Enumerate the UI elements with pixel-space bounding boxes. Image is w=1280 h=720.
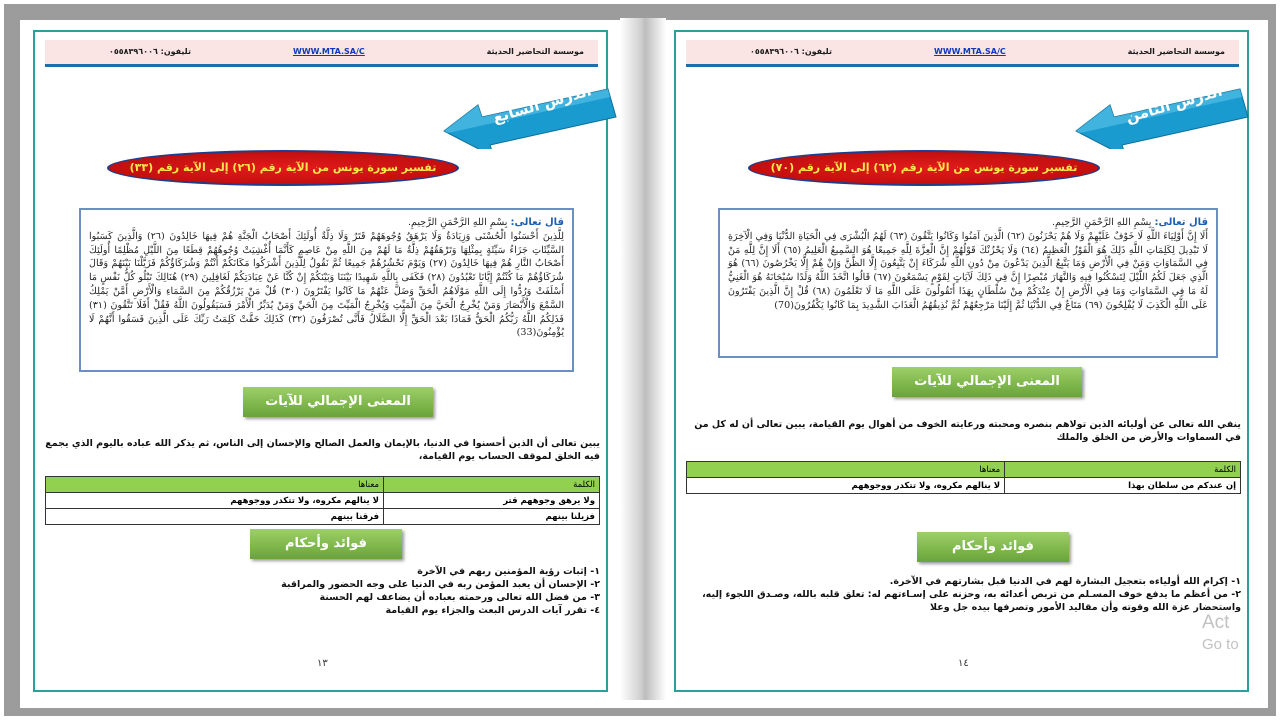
lesson-title: الدرس الثامن: [1123, 81, 1225, 127]
verses-text: أَلَا إِنَّ أَوْلِيَاءَ اللَّهِ لَا خَوْفٌ عَلَيْهِمْ وَلَا هُمْ يَحْزَنُونَ (٦٢) الَّذِينَ آمَنُوا وَكَانُوا يَتَّقُونَ (٦٣) لَهُمُ الْبُشْرَى فِي الْحَيَاةِ الدُّنْيَا وَفِي الْآخِرَةِ لَا تَبْدِيلَ لِكَلِمَاتِ اللَّهِ ذَلِكَ هُوَ الْفَوْزُ الْعَظِيمُ (٦٤) وَلَا يَحْزُنْكَ قَوْلُهُمْ إِنَّ الْعِزَّةَ لِلَّهِ جَمِيعًا هُوَ السَّمِيعُ الْعَلِيمُ (٦٥) أَلَا إِنَّ لِلَّهِ مَنْ فِي السَّمَاوَاتِ وَمَنْ فِي الْأَرْضِ وَمَا يَتَّبِعُ الَّذِينَ يَدْعُونَ مِنْ دُونِ اللَّهِ شُرَكَاءَ إِنْ يَتَّبِعُونَ إِلَّا الظَّنَّ وَإِنْ هُمْ إِلَّا يَخْرُصُونَ (٦٦) هُوَ الَّذِي جَعَلَ لَكُمُ اللَّيْلَ لِتَسْكُنُوا فِيهِ وَالنَّهَارَ مُبْصِرًا إِنَّ فِي ذَلِكَ لَآيَاتٍ لِقَوْمٍ يَسْمَعُونَ (٦٧) قَالُوا اتَّخَذَ اللَّهُ وَلَدًا سُبْحَانَهُ هُوَ الْغَنِيُّ لَهُ مَا فِي السَّمَاوَاتِ وَمَا فِي الْأَرْضِ إِنْ عِنْدَكُمْ مِنْ سُلْطَانٍ بِهَذَا أَتَقُولُونَ عَلَى اللَّهِ مَا لَا تَعْلَمُونَ (٦٨) قُلْ إِنَّ الَّذِينَ يَفْتَرُونَ عَلَى اللَّهِ الْكَذِبَ لَا يُفْلِحُونَ (٦٩) مَتَاعٌ فِي الدُّنْيَا ثُمَّ إِلَيْنَا مَرْجِعُهُمْ ثُمَّ نُذِيقُهُمُ الْعَذَابَ الشَّدِيدَ بِمَا كَانُوا يَكْفُرُونَ(70): [728, 230, 1208, 311]
header-org: موسسة التحاضير الحديثة: [1127, 47, 1225, 56]
meaning-heading: المعنى الإجمالي للآيات: [243, 387, 433, 417]
quran-quote-box: [718, 208, 1218, 358]
header-phone: تليفون: ٠٥٥٨٣٩٦٠٠٦: [750, 47, 832, 56]
benefits-heading: فوائد وأحكام: [250, 529, 402, 559]
basmala: بِسْمِ اللهِ الرَّحْمَنِ الرَّحِيمِ.: [407, 217, 508, 228]
table-row: [46, 493, 600, 509]
verses-text: لِلَّذِينَ أَحْسَنُوا الْحُسْنَى وَزِيَادَةٌ وَلَا يَرْهَقُ وُجُوهَهُمْ قَتَرٌ وَلَا ذِلَّةٌ أُولَئِكَ أَصْحَابُ الْجَنَّةِ هُمْ فِيهَا خَالِدُونَ (٢٦) وَالَّذِينَ كَسَبُوا السَّيِّئَاتِ جَزَاءُ سَيِّئَةٍ بِمِثْلِهَا وَتَرْهَقُهُمْ ذِلَّةٌ مَا لَهُمْ مِنَ اللَّهِ مِنْ عَاصِمٍ كَأَنَّمَا أُغْشِيَتْ وُجُوهُهُمْ قِطَعًا مِنَ اللَّيْلِ مُظْلِمًا أُولَئِكَ أَصْحَابُ النَّارِ هُمْ فِيهَا خَالِدُونَ (٢٧) وَيَوْمَ نَحْشُرُهُمْ جَمِيعًا ثُمَّ نَقُولُ لِلَّذِينَ أَشْرَكُوا مَكَانَكُمْ أَنْتُمْ وَشُرَكَاؤُكُمْ فَزَيَّلْنَا بَيْنَهُمْ وَقَالَ شُرَكَاؤُهُمْ مَا كُنْتُمْ إِيَّانَا تَعْبُدُونَ (٢٨) فَكَفَى بِاللَّهِ شَهِيدًا بَيْنَنَا وَبَيْنَكُمْ إِنْ كُنَّا عَنْ عِبَادَتِكُمْ لَغَافِلِينَ (٢٩) هُنَالِكَ تَبْلُو كُلُّ نَفْسٍ مَا أَسْلَفَتْ وَرُدُّوا إِلَى اللَّهِ مَوْلَاهُمُ الْحَقِّ وَضَلَّ عَنْهُمْ مَا كَانُوا يَفْتَرُونَ (٣٠) قُلْ مَنْ يَرْزُقُكُمْ مِنَ السَّمَاءِ وَالْأَرْضِ أَمَّنْ يَمْلِكُ السَّمْعَ وَالْأَبْصَارَ وَمَنْ يُخْرِجُ الْحَيَّ مِنَ الْمَيِّتِ وَيُخْرِجُ الْمَيِّتَ مِنَ الْحَيِّ وَمَنْ يُدَبِّرُ الْأَمْرَ فَسَيَقُولُونَ اللَّهُ فَقُلْ أَفَلَا تَتَّقُونَ (٣١) فَذَلِكُمُ اللَّهُ رَبُّكُمُ الْحَقُّ فَمَاذَا بَعْدَ الْحَقِّ إِلَّا الضَّلَالُ فَأَنَّى تُصْرَفُونَ (٣٢) كَذَلِكَ حَقَّتْ كَلِمَتُ رَبِّكَ عَلَى الَّذِينَ فَسَقُوا أَنَّهُمْ لَا يُؤْمِنُونَ(33): [89, 230, 564, 339]
page-number: ١٤: [958, 658, 969, 669]
vocab-word: إن عندكم من سلطان بهذا: [1005, 478, 1241, 494]
list-item: ١- إثبات رؤية المؤمنين ربهم في الآخرة: [417, 566, 600, 577]
watermark-line-1: Act: [1202, 612, 1230, 633]
meaning-heading: المعنى الإجمالي للآيات: [892, 367, 1082, 397]
vocab-word: فزيلنا بينهم: [384, 509, 600, 525]
page-left: [33, 30, 608, 692]
activation-watermark: [1202, 612, 1239, 656]
table-row: [687, 478, 1241, 494]
quran-quote-box: [79, 208, 574, 372]
surah-title-banner: تفسير سورة يونس من الآية رقم (٢٦) إلى الآية رقم (٣٣): [107, 150, 459, 186]
vocab-meaning: لا ينالهم مكروه، ولا تتكدر ووجوههم: [46, 493, 384, 509]
list-item: ٢- من أعظم ما يدفع خوف المسـلم من تربص أعدائه به، وحزنه على إسـاءتهم له: تعلق قلبه بالله، وصـدق اللجوء إليه، واستحضار عزة الله وقوته وأن مقاليد الأمور وتصرفها بيده جل وعلا: [702, 589, 1241, 613]
benefits-list: [686, 575, 1241, 614]
list-item: ٢- الإحسان أن يعبد المؤمن ربه في الدنيا على وجه الحضور والمراقبة: [281, 579, 600, 590]
header-phone: تليفون: ٠٥٥٨٣٩٦٠٠٦: [109, 47, 191, 56]
table-row: [46, 509, 600, 525]
vocab-word: ولا يرهق وجوههم قتر: [384, 493, 600, 509]
benefits-heading: فوائد وأحكام: [917, 532, 1069, 562]
vocab-header-word: الكلمة: [1005, 462, 1241, 478]
vocab-table: [686, 461, 1241, 494]
vocab-meaning: فرقنا بينهم: [46, 509, 384, 525]
header-url-link[interactable]: WWW.MTA.SA/C: [293, 47, 365, 56]
vocab-table: [45, 476, 600, 525]
basmala: بِسْمِ اللهِ الرَّحْمَنِ الرَّحِيمِ.: [1051, 217, 1152, 228]
book-gutter: [620, 18, 666, 700]
lesson-ribbon: [440, 81, 620, 127]
surah-title-banner: تفسير سورة يونس من الآية رقم (٦٢) إلى الآية رقم (٧٠): [748, 150, 1100, 186]
lesson-title: الدرس السابع: [490, 81, 594, 127]
quote-label: قال تعالى:: [510, 217, 564, 228]
page-right: [674, 30, 1249, 692]
list-item: ٤- تقرر آيات الدرس البعث والجزاء يوم القيامة: [385, 605, 600, 616]
page-header: [686, 40, 1239, 67]
watermark-line-2: Go to: [1202, 636, 1239, 653]
header-org: موسسة التحاضير الحديثة: [486, 47, 584, 56]
list-item: ٣- من فضل الله تعالى ورحمته بعباده أن يضاعف لهم الحسنة: [319, 592, 600, 603]
vocab-header-meaning: معناها: [687, 462, 1005, 478]
header-url-link[interactable]: WWW.MTA.SA/C: [934, 47, 1006, 56]
meaning-text: ينفي الله تعالى عن أوليائه الذين تولاهم بنصره ومحبته ورعايته الخوف من أهوال يوم القيامة، يبين تعالى أن له كل من في السماوات والأرض من الخلق والملك: [694, 419, 1241, 443]
lesson-ribbon: [1072, 81, 1252, 127]
vocab-meaning: لا ينالهم مكروه، ولا تتكدر ووجوههم: [687, 478, 1005, 494]
benefits-list: [95, 565, 600, 617]
page-number: ١٣: [317, 658, 328, 669]
quote-label: قال تعالى:: [1154, 217, 1208, 228]
vocab-header-word: الكلمة: [384, 477, 600, 493]
page-header: [45, 40, 598, 67]
meaning-text: يبين تعالى أن الذين أحسنوا في الدنيا، بالإيمان والعمل الصالح والإحسان إلى الناس، ثم يذكر الله عباده باليوم الذي يجمع فيه الخلق لموقف الحساب يوم القيامة،: [45, 438, 600, 462]
vocab-header-meaning: معناها: [46, 477, 384, 493]
list-item: ١- إكرام الله أولياءه بتعجيل البشارة لهم في الدنيا قبل بشارتهم في الآخرة.: [889, 576, 1241, 587]
